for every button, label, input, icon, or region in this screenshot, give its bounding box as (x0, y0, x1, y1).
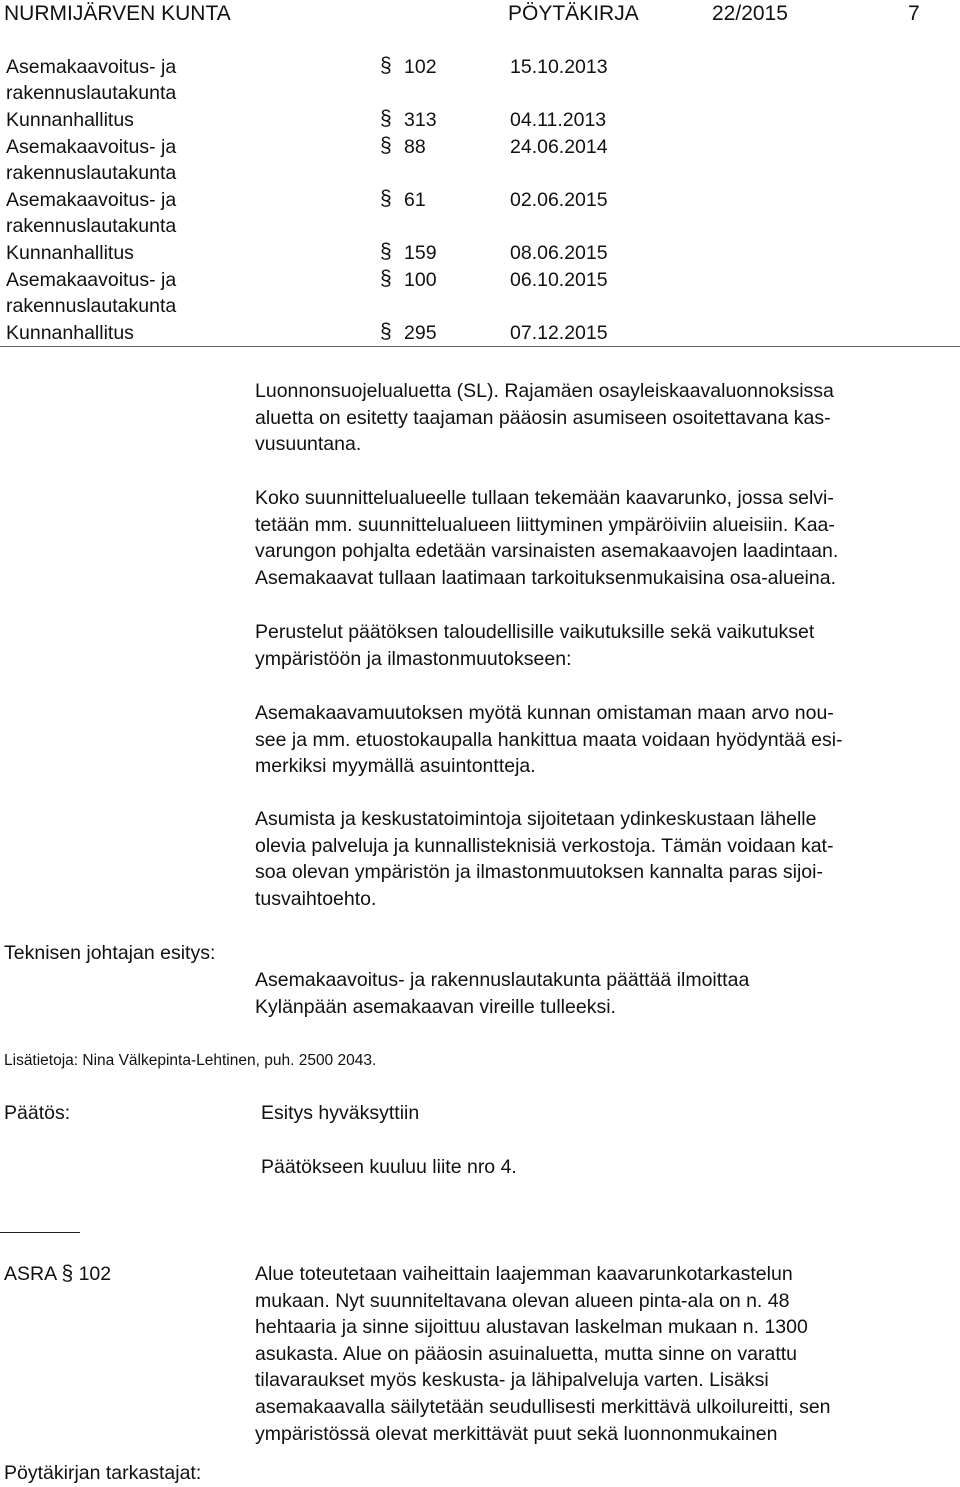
proposal-text (255, 967, 957, 1020)
history-date: 07.12.2015 (510, 322, 608, 344)
history-body-cont: rakennuslautakunta (6, 82, 177, 104)
history-number: 295 (404, 322, 437, 344)
paragraph-justification-heading (255, 619, 957, 672)
text-line: tetään mm. suunnittelualueen liittyminen ympäröiviin alueisiin. Kaa- (255, 513, 835, 536)
history-body: Asemakaavoitus- ja (6, 136, 177, 158)
document-type: PÖYTÄKIRJA (508, 2, 639, 25)
history-body: Asemakaavoitus- ja (6, 189, 177, 211)
history-body-cont: rakennuslautakunta (6, 295, 177, 317)
document-number: 22/2015 (712, 2, 788, 25)
text-line: Luonnonsuojelualuetta (SL). Rajamäen osayleiskaavaluonnoksissa (255, 380, 834, 402)
section-sign-icon (380, 186, 394, 211)
text-line: Koko suunnittelualueelle tullaan tekemään kaavarunko, jossa selvi- (255, 487, 834, 509)
text-line: ympäristöön ja ilmastonmuutokseen: (255, 647, 572, 670)
section-divider (0, 1232, 80, 1233)
text-line: Asemakaavamuutoksen myötä kunnan omistaman maan arvo nou- (255, 702, 834, 724)
history-date: 15.10.2013 (510, 56, 608, 78)
history-date: 06.10.2015 (510, 269, 608, 291)
text-line: hehtaaria ja sinne sijoittuu alustavan laskelman mukaan n. 1300 (255, 1316, 808, 1339)
minutes-checkers-label: Pöytäkirjan tarkastajat: (4, 1462, 202, 1484)
text-line: asemakaavalla säilytetään seudullisesti merkittävä ulkoilureitti, sen (255, 1395, 831, 1418)
history-date: 24.06.2014 (510, 136, 608, 158)
history-number: 88 (404, 136, 426, 158)
paragraph-environmental-effects (255, 806, 957, 912)
text-line: vusuuntana. (255, 433, 362, 456)
history-number: 102 (404, 56, 437, 78)
history-date: 02.06.2015 (510, 189, 608, 211)
text-line: olevia palveluja ja kunnallisteknisiä verkostoja. Tämän voidaan kat- (255, 834, 834, 857)
history-body-cont: rakennuslautakunta (6, 215, 177, 237)
history-body: Asemakaavoitus- ja (6, 269, 177, 291)
text-line: ympäristössä olevat merkittävät puut sekä luonnonmukainen (255, 1422, 778, 1445)
text-line: mukaan. Nyt suunniteltavana olevan alueen pinta-ala on n. 48 (255, 1289, 790, 1312)
section-sign-icon (380, 53, 394, 78)
municipality-name: NURMIJÄRVEN KUNTA (4, 2, 231, 25)
section-sign-icon (380, 239, 394, 264)
history-number: 61 (404, 189, 426, 211)
history-body: Kunnanhallitus (6, 322, 134, 344)
text-line: Alue toteutetaan vaiheittain laajemman kaavarunkotarkastelun (255, 1263, 793, 1285)
history-date: 04.11.2013 (510, 109, 607, 131)
svg-text:§: § (380, 107, 392, 130)
text-line: asukasta. Alue on pääosin asuinaluetta, mutta sinne on varattu (255, 1342, 798, 1365)
text-line: Asumista ja keskustatoimintoja sijoitetaan ydinkeskustaan lähelle (255, 808, 817, 830)
history-body: Kunnanhallitus (6, 242, 134, 264)
section-sign-icon: § (61, 1262, 74, 1285)
contact-info: Lisätietoja: Nina Välkepinta-Lehtinen, puh. 2500 2043. (4, 1052, 377, 1069)
paragraph-plan-status (255, 378, 957, 458)
svg-text:§: § (380, 240, 392, 263)
appendix-note: Päätökseen kuuluu liite nro 4. (261, 1156, 517, 1178)
section-sign-icon (380, 319, 394, 344)
paragraph-framework (255, 485, 957, 591)
history-date: 08.06.2015 (510, 242, 608, 264)
decision-label: Päätös: (4, 1102, 71, 1124)
page-number: 7 (908, 2, 920, 25)
asra-body: ASRA (4, 1263, 57, 1285)
decision-text: Esitys hyväksyttiin (261, 1102, 420, 1124)
history-body: Kunnanhallitus (6, 109, 134, 131)
text-line: merkiksi myymällä asuintontteja. (255, 755, 536, 778)
asra-text (255, 1261, 957, 1447)
text-line: Kylänpään asemakaavan vireille tulleeksi. (255, 995, 616, 1018)
text-line: tusvaihtoehto. (255, 887, 377, 910)
text-line: Perustelut päätöksen taloudellisille vaikutuksille sekä vaikutukset (255, 621, 815, 643)
text-line: varungon pohjalta edetään varsinaisten asemakaavojen laadintaan. (255, 540, 839, 563)
svg-text:§: § (380, 134, 392, 157)
section-sign-icon (380, 266, 394, 291)
asra-label (4, 1261, 111, 1288)
text-line: see ja mm. etuostokaupalla hankittua maata voidaan hyödyntää esi- (255, 728, 843, 751)
text-line: Asemakaavat tullaan laatimaan tarkoituksenmukaisina osa-alueina. (255, 566, 836, 589)
svg-text:§: § (380, 267, 392, 290)
history-number: 100 (404, 269, 437, 291)
text-line: Asemakaavoitus- ja rakennuslautakunta päättää ilmoittaa (255, 969, 750, 991)
text-line: aluetta on esitetty taajaman pääosin asumiseen osoitettavana kas- (255, 406, 831, 429)
table-divider (0, 346, 960, 347)
history-body: Asemakaavoitus- ja (6, 56, 177, 78)
svg-text:§: § (380, 54, 392, 77)
section-sign-icon (380, 106, 394, 131)
asra-number: 102 (78, 1263, 112, 1285)
text-line: soa olevan ympäristön ja ilmastonmuutoksen kannalta paras sijoi- (255, 861, 823, 884)
text-line: tilavaraukset myös keskusta- ja lähipalveluja varten. Lisäksi (255, 1369, 769, 1392)
history-number: 313 (404, 109, 437, 131)
section-sign-icon (380, 133, 394, 158)
svg-text:§: § (380, 187, 392, 210)
svg-text:§: § (380, 320, 392, 343)
paragraph-economic-effects (255, 700, 957, 780)
history-number: 159 (404, 242, 437, 264)
history-body-cont: rakennuslautakunta (6, 162, 177, 184)
proposal-label: Teknisen johtajan esitys: (4, 942, 216, 964)
